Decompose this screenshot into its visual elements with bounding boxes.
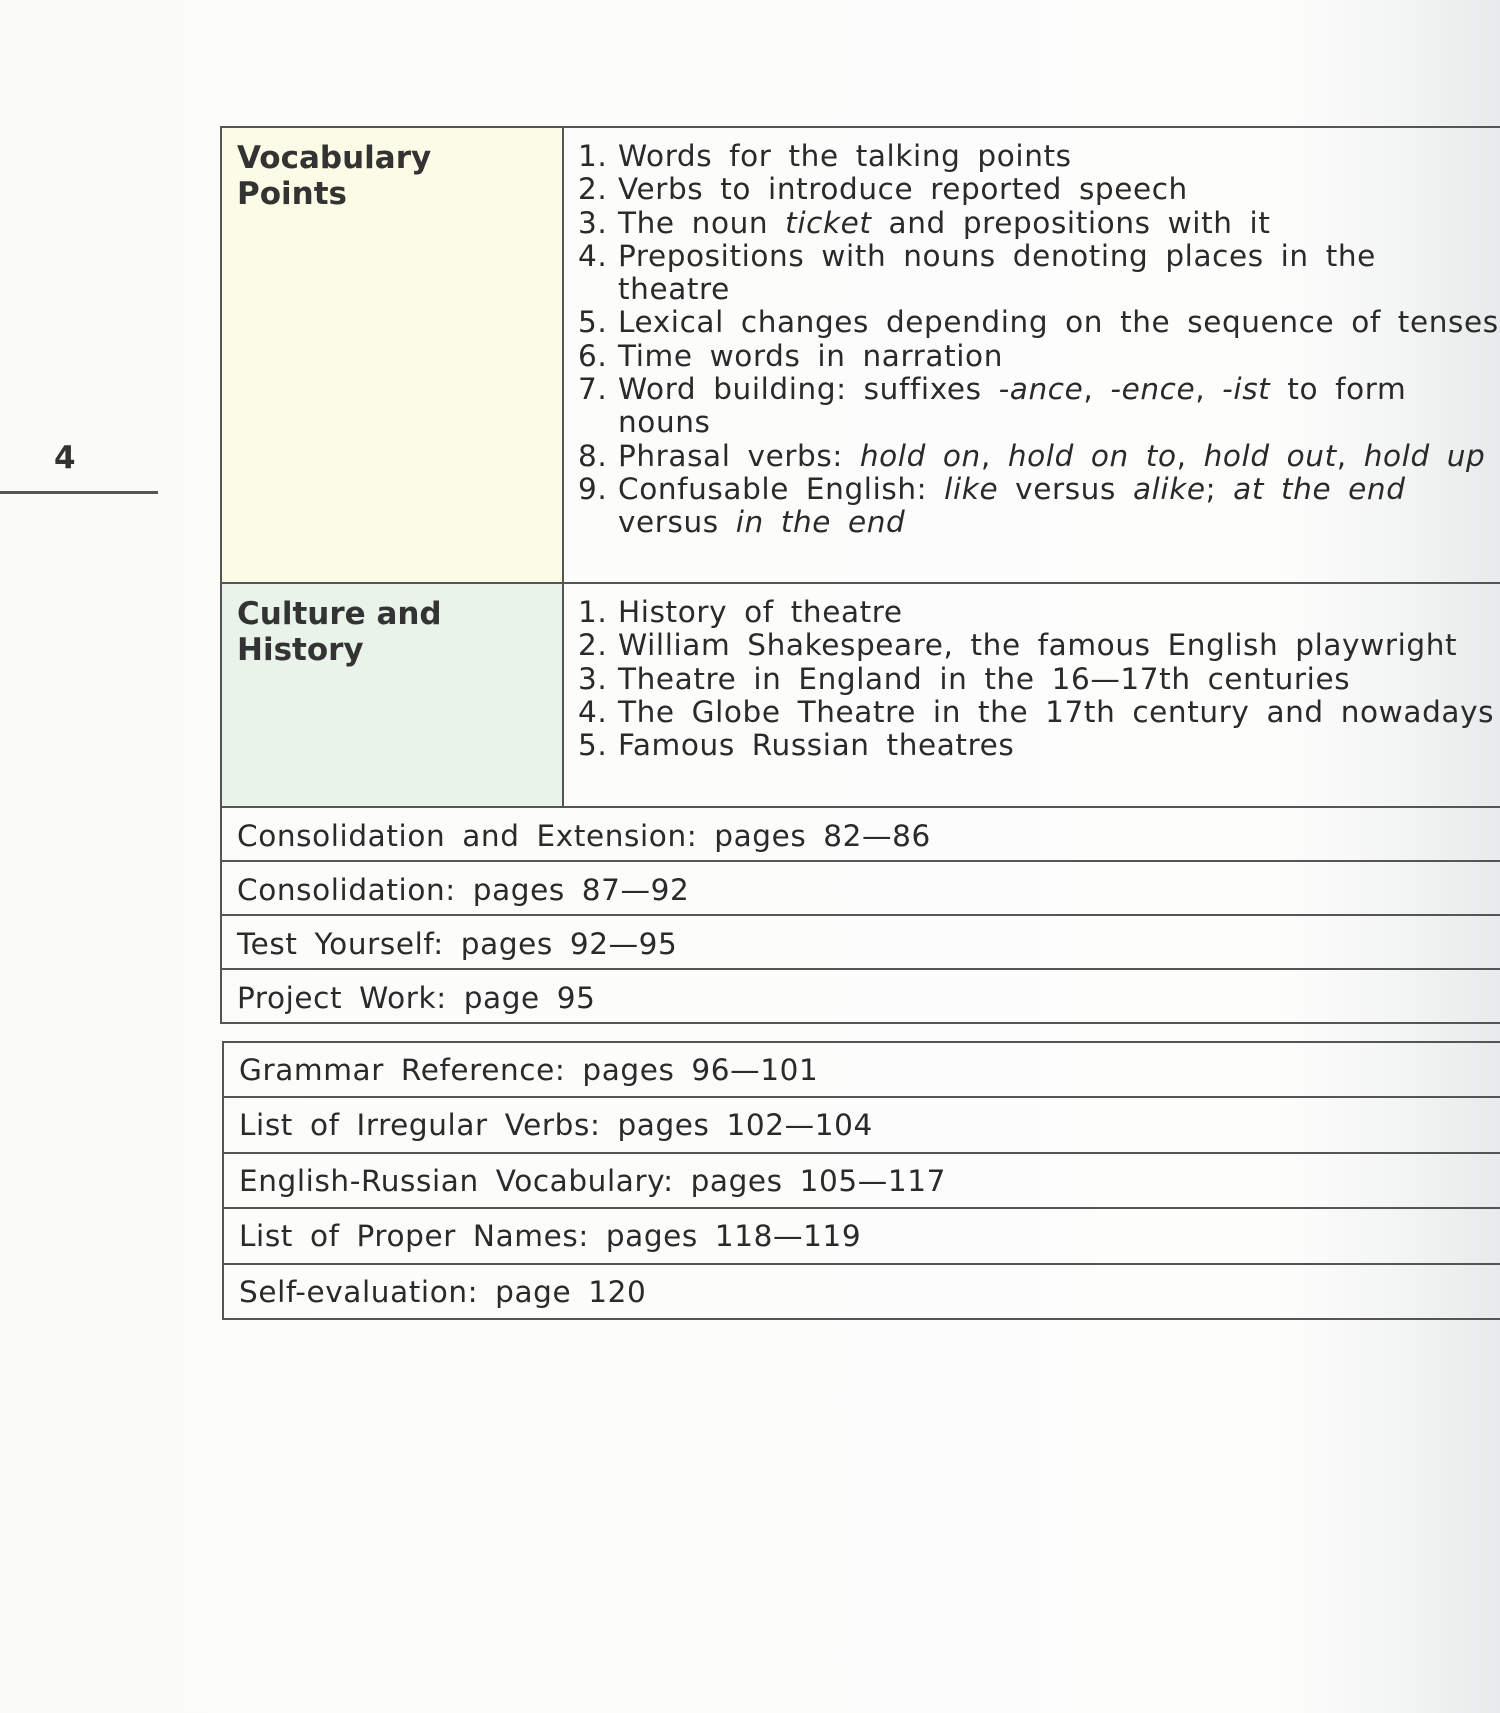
list-item-text	[618, 596, 1500, 629]
list-item-text	[618, 440, 1500, 473]
italic-term: hold up	[1363, 438, 1486, 473]
culture-heading-line2: History	[237, 632, 364, 668]
text-run: Famous Russian theatres	[618, 728, 1015, 763]
list-item	[578, 340, 1500, 373]
text-run: to form nouns	[618, 372, 1407, 440]
list-item-text	[618, 629, 1500, 662]
unit-section-row: Project Work: page 95	[220, 970, 1500, 1024]
text-run: ,	[1195, 372, 1223, 407]
text-run: Prepositions with nouns denoting places in the theatre	[618, 238, 1376, 307]
italic-term: hold on to	[1007, 438, 1177, 473]
italic-term: like	[944, 471, 999, 506]
italic-term: alike	[1132, 471, 1206, 506]
italic-term: in the end	[735, 505, 906, 540]
culture-row	[220, 584, 1500, 808]
text-run: Confusable English:	[618, 471, 945, 506]
list-item	[578, 629, 1500, 662]
text-run: Phrasal verbs:	[618, 438, 860, 473]
list-item	[578, 440, 1500, 473]
vocabulary-row	[220, 128, 1500, 584]
contents-table	[220, 126, 1500, 1024]
text-run: and prepositions with it	[871, 205, 1271, 240]
italic-term: -ance	[998, 372, 1084, 407]
list-item	[578, 373, 1500, 440]
list-item-text	[618, 240, 1500, 307]
text-run: ,	[1083, 372, 1111, 407]
list-item-number: 4.	[578, 238, 608, 273]
list-item-number: 3.	[578, 205, 608, 240]
text-run: versus	[618, 505, 736, 540]
italic-term: ticket	[785, 205, 872, 240]
text-run: The Globe Theatre in the 17th century and nowadays	[618, 694, 1495, 729]
text-run: Time words in narration	[618, 338, 1003, 373]
text-run: Verbs to introduce reported speech	[618, 172, 1188, 207]
list-item-text	[618, 306, 1500, 339]
reference-row: English-Russian Vocabulary: pages 105—117	[222, 1154, 1500, 1209]
list-item	[578, 173, 1500, 206]
list-item-text	[618, 340, 1500, 373]
list-item-number: 5.	[578, 305, 608, 340]
italic-term: -ence	[1110, 372, 1196, 407]
text-run: ;	[1205, 471, 1234, 506]
list-item-number: 1.	[578, 595, 608, 629]
list-item-number: 3.	[578, 661, 608, 696]
list-item-number: 5.	[578, 728, 608, 763]
list-item-text	[618, 696, 1500, 729]
list-item-text	[618, 663, 1500, 696]
list-item-number: 4.	[578, 694, 608, 729]
reference-table	[222, 1041, 1500, 1320]
vocabulary-heading	[220, 128, 564, 582]
text-run: Words for the talking points	[618, 139, 1072, 173]
italic-term: at the end	[1233, 471, 1406, 506]
reference-row: Grammar Reference: pages 96—101	[222, 1043, 1500, 1098]
list-item-text	[618, 729, 1500, 762]
unit-rows	[220, 808, 1500, 1024]
text-run: ,	[1336, 438, 1364, 473]
text-run: versus	[998, 471, 1133, 506]
page-number-rule	[0, 491, 158, 494]
list-item-number: 2.	[578, 172, 608, 207]
culture-heading	[220, 584, 564, 806]
italic-term: -ist	[1222, 372, 1271, 407]
list-item-number: 2.	[578, 628, 608, 663]
italic-term: hold out	[1203, 438, 1337, 473]
reference-row: List of Proper Names: pages 118—119	[222, 1209, 1500, 1264]
list-item	[578, 596, 1500, 629]
list-item-number: 7.	[578, 372, 608, 407]
list-item-number: 8.	[578, 438, 608, 473]
list-item	[578, 240, 1500, 307]
page-number: 4	[54, 440, 76, 476]
text-run: ,	[980, 438, 1008, 473]
list-item	[578, 306, 1500, 339]
vocabulary-heading-line2: Points	[237, 176, 347, 212]
culture-heading-line1: Culture and	[237, 596, 442, 632]
list-item-text	[618, 373, 1500, 440]
list-item	[578, 663, 1500, 696]
text-run: ,	[1176, 438, 1204, 473]
unit-section-row: Consolidation: pages 87—92	[220, 862, 1500, 916]
list-item-number: 6.	[578, 338, 608, 373]
list-item-number: 9.	[578, 471, 608, 506]
text-run: Word building: suffixes	[618, 372, 999, 407]
list-item	[578, 696, 1500, 729]
reference-row: Self-evaluation: page 120	[222, 1265, 1500, 1320]
list-item-number: 1.	[578, 139, 608, 173]
text-run: History of theatre	[618, 595, 903, 629]
vocabulary-list	[564, 128, 1500, 582]
culture-list	[564, 584, 1500, 806]
italic-term: hold on	[859, 438, 981, 473]
text-run: The noun	[618, 205, 786, 240]
list-item-text	[618, 473, 1500, 540]
list-item-text	[618, 140, 1500, 173]
list-item-text	[618, 207, 1500, 240]
list-item-text	[618, 173, 1500, 206]
text-run: Theatre in England in the 16—17th centuries	[618, 661, 1351, 696]
list-item	[578, 207, 1500, 240]
list-item	[578, 729, 1500, 762]
reference-row: List of Irregular Verbs: pages 102—104	[222, 1098, 1500, 1153]
unit-section-row: Consolidation and Extension: pages 82—86	[220, 808, 1500, 862]
vocabulary-heading-line1: Vocabulary	[237, 140, 432, 176]
list-item	[578, 473, 1500, 540]
list-item	[578, 140, 1500, 173]
text-run: Lexical changes depending on the sequence of tenses	[618, 305, 1499, 340]
text-run: William Shakespeare, the famous English playwright	[618, 628, 1458, 663]
unit-section-row: Test Yourself: pages 92—95	[220, 916, 1500, 970]
